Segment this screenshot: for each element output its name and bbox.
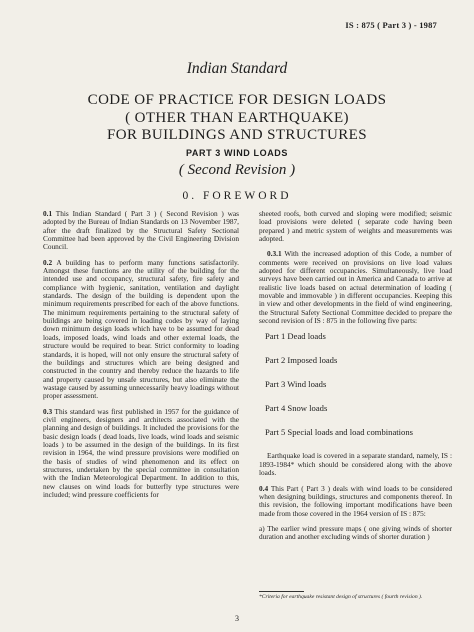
right-column <box>259 210 452 549</box>
clause-number: 0.1 <box>43 209 53 218</box>
clause-text: With the increased adoption of this Code, a number of comments were received on provisions on live load values adopted for different occupancies. Simultaneously, live load surveys have been carried out in America and Canada to arrive at realistic live loads based on actual determination of loading ( movable and immovable ) in different occupancies. Keeping this in view and other developments in the field of wind engineering, the Structural Safety Sectional Committee decided to prepare the second revision of IS : 875 in the following five parts: <box>259 249 452 326</box>
list-item-a: a) The earlier wind pressure maps ( one giving winds of shorter duration and another excluding winds of shorter duration ) <box>259 523 452 542</box>
clause-text: A building has to perform many functions satisfactorily. Amongst these functions are the utility of the building for the intended use and occupancy, structural safety, fire safety and compliance with hygienic, sanitation, ventilation and daylight standards. The design of the building is dependent upon the minimum requirements prescribed for each of the above functions. The minimum requirements pertaining to the structural safety of buildings are being covered in loading codes by way of laying down minimum design loads which have to be assumed for dead loads, imposed loads, wind loads and other external loads, the structure would be required to bear. Strict conformity to loading standards, it is hoped, will not only ensure the structural safety of the buildings and structures which are being designed and constructed in the country and thereby reduce the hazards to life and property caused by unsafe structures, but also eliminate the wastage caused by assuming unnecessarily heavy loadings without proper assessment. <box>43 257 239 401</box>
clause-0-1 <box>43 210 239 252</box>
clause-0-3 <box>43 408 239 500</box>
clause-0-3-continued: sheeted roofs, both curved and sloping were modified; seismic load provisions were deleted ( separate code having been prepared ) and metric system of weights and measurements was adopted. <box>259 209 452 244</box>
list-item: Part 3 Wind loads <box>265 379 327 390</box>
list-item: Part 5 Special loads and load combinations <box>265 427 413 438</box>
part-title: PART 3 WIND LOADS <box>185 148 289 158</box>
standard-number: IS : 875 ( Part 3 ) - 1987 <box>345 20 437 30</box>
clause-number: 0.2 <box>43 257 53 267</box>
main-title-line-2: ( OTHER THAN EARTHQUAKE) <box>125 110 349 126</box>
earthquake-note: Earthquake load is covered in a separate standard, namely, IS : 1893-1984* which should be considered along with the above loads. <box>259 451 452 478</box>
series-title: Indian Standard <box>186 60 288 77</box>
clause-0-4 <box>259 485 452 518</box>
left-column <box>43 210 239 506</box>
clause-text: This standard was first published in 1957 for the guidance of civil engineers, designers and architects associated with the planning and design of buildings. It included the provisions for the basic design loads ( dead loads, live loads, wind loads and seismic loads ) to be assumed in the design of the buildings. In its first revision in 1964, the wind pressure provisions were modified on the basis of studies of wind phenomenon and its effect on structures, undertaken by the special committee in consultation with the Indian Meteorological Department. In addition to this, new clauses on wind loads for butterfly type structures were included; wind pressure coefficients for <box>43 406 239 499</box>
page-number: 3 <box>235 614 239 623</box>
foreword-heading: 0. FOREWORD <box>182 190 292 202</box>
footnote-divider <box>259 591 304 592</box>
clause-text: This Part ( Part 3 ) deals with wind loads to be considered when designing buildings, structures and components thereof. In this revision, the following important modifications have been made from those covered in the 1964 version of IS : 875: <box>259 483 452 518</box>
clause-number: 0.3.1 <box>267 249 282 259</box>
list-item: Part 4 Snow loads <box>265 403 328 414</box>
list-item: Part 2 Imposed loads <box>265 355 338 366</box>
clause-number: 0.3 <box>43 406 53 416</box>
parts-list <box>259 332 452 437</box>
main-title-line-3: FOR BUILDINGS AND STRUCTURES <box>107 127 367 143</box>
main-title-line-1: CODE OF PRACTICE FOR DESIGN LOADS <box>87 92 387 108</box>
clause-text: This Indian Standard ( Part 3 ) ( Second Revision ) was adopted by the Bureau of Indian Standards on 13 November 1987, after the draft finalized by the Structural Safety Sectional Committee had been approved by the Civil Engineering Division Council. <box>43 209 239 252</box>
revision-label: ( Second Revision ) <box>178 162 296 178</box>
list-item: Part 1 Dead loads <box>265 331 326 342</box>
clause-number: 0.4 <box>259 483 269 493</box>
clause-0-2 <box>43 259 239 401</box>
clause-0-3-1 <box>259 250 452 325</box>
footnote: *Criteria for earthquake resistant design of structures ( fourth revision ). <box>259 594 423 600</box>
